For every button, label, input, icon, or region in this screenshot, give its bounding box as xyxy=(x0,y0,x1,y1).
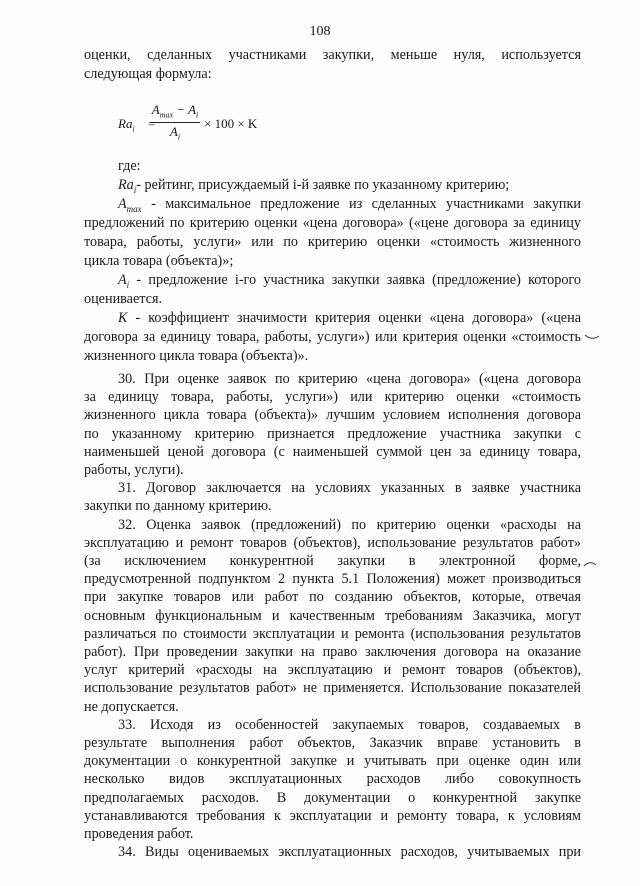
text-line: устанавливаются требования к эксплуатации и ремонту товара, к условиям xyxy=(84,807,581,824)
page-number: 108 xyxy=(309,24,331,39)
text-line: основным функциональным и качественным требованиям Заказчика, могут xyxy=(84,607,581,624)
text-line: предполагаемых расходов. В документации о конкурентной закупке xyxy=(84,789,581,806)
scan-mark xyxy=(584,333,600,341)
paragraph-33: 33. Исходя из особенностей закупаемых товаров, создаваемых в xyxy=(118,716,581,733)
text-line: жизненного цикла товара (объекта)» лучшим условием исполнения договора xyxy=(84,407,581,424)
text-line: проведения работ. xyxy=(84,826,194,842)
text-line: предусмотренной подпунктом 2 пункта 5.1 Положения) может производиться xyxy=(84,571,581,588)
text-line: за единицу товара, работы, услуги») или критерию оценки «стоимость xyxy=(84,389,581,406)
definition-amax: $A_{max}$ - максимальное предложение из сделанных участниками закупки xyxy=(118,196,581,214)
text-line: цикла товара (объекта)»; xyxy=(84,253,234,269)
text-line: эксплуатацию и ремонт товаров (объектов), использование результатов работ» xyxy=(84,534,581,551)
text-line: не допускается. xyxy=(84,698,179,715)
text-line: закупки по данному критерию. xyxy=(84,498,272,515)
text-line: товара, работы, услуги» или по критерию оценки «стоимость жизненного xyxy=(84,234,581,250)
scan-mark xyxy=(583,560,597,568)
text-line: оценивается. xyxy=(84,291,163,307)
text-line: использование результатов работ» не применяется. Использование показателей xyxy=(84,680,581,697)
text-line: следующая формула: xyxy=(84,66,212,82)
text-line: документации о конкурентной закупке и учитывать при оценке один или xyxy=(84,753,581,770)
formula-numerator: $A_{max} - A_i$ xyxy=(151,102,199,120)
paragraph-30: 30. При оценке заявок по критерию «цена договора» («цена договора xyxy=(118,371,581,387)
paragraph-31: 31. Договор заключается на условиях указанных в заявке участника xyxy=(118,480,581,497)
formula-lhs: $Ra_i$ xyxy=(118,116,135,134)
text-line: при закупке товаров или работ по созданию объектов, которые, отвечая xyxy=(84,589,581,606)
text-line: работ). При проведении закупки на право заключения договора на оказание xyxy=(84,644,581,660)
symbol-k: K xyxy=(118,310,128,326)
symbol-amax: $A_{max}$ xyxy=(118,196,142,214)
symbol-ai: $A_i$ xyxy=(118,272,130,290)
text-line: договора за единицу товара, работы, услуги») или критерия оценки «стоимость xyxy=(84,329,581,345)
definition-ra: $Ra_i-$ рейтинг, присуждаемый i-й заявке по указанному критерию; xyxy=(118,177,510,195)
formula-denominator: $A_i$ xyxy=(169,124,181,142)
text-line: работы, услуги). xyxy=(84,462,184,478)
text-line: несколько видов эксплуатационных расходов либо совокупность xyxy=(84,771,581,788)
text-line: (за исключением конкурентной закупки в электронной форме, xyxy=(84,553,581,569)
formula-equals: = xyxy=(148,116,156,131)
text-line: где: xyxy=(118,158,141,174)
text-line: по указанному критерию признается предложение участника закупки с xyxy=(84,425,581,442)
symbol-ra: $Ra_i$ xyxy=(118,177,137,195)
text-line: услуг критерий «расходы на эксплуатацию и ремонт товаров (объектов), xyxy=(84,662,581,679)
definition-k: K - коэффициент значимости критерия оценки «цена договора» («цена xyxy=(118,310,581,326)
rating-formula xyxy=(118,102,318,148)
text-line: результате выполнения работ объектов, Заказчик вправе установить в xyxy=(84,735,581,751)
text-line: наименьшей ценой договора (с наименьшей суммой цен за единицу товара, xyxy=(84,443,581,460)
text-line: жизненного цикла товара (объекта)». xyxy=(84,348,309,364)
text-line: предложений по критерию оценки «цена договора» («цене договора за единицу xyxy=(84,215,581,231)
paragraph-34: 34. Виды оцениваемых эксплуатационных расходов, учитываемых при xyxy=(118,844,581,861)
definition-ai: $A_i$ - предложение i-го участника закупки заявка (предложение) которого xyxy=(118,272,581,290)
paragraph-32: 32. Оценка заявок (предложений) по критерию оценки «расходы на xyxy=(118,516,581,533)
fraction-bar xyxy=(150,122,200,123)
formula-multiplier: × 100 × K xyxy=(204,116,258,131)
text-line: оценки, сделанных участниками закупки, меньше нуля, используется xyxy=(84,47,581,63)
text-line: различаться по стоимости эксплуатации и ремонта (использования результатов xyxy=(84,625,581,642)
